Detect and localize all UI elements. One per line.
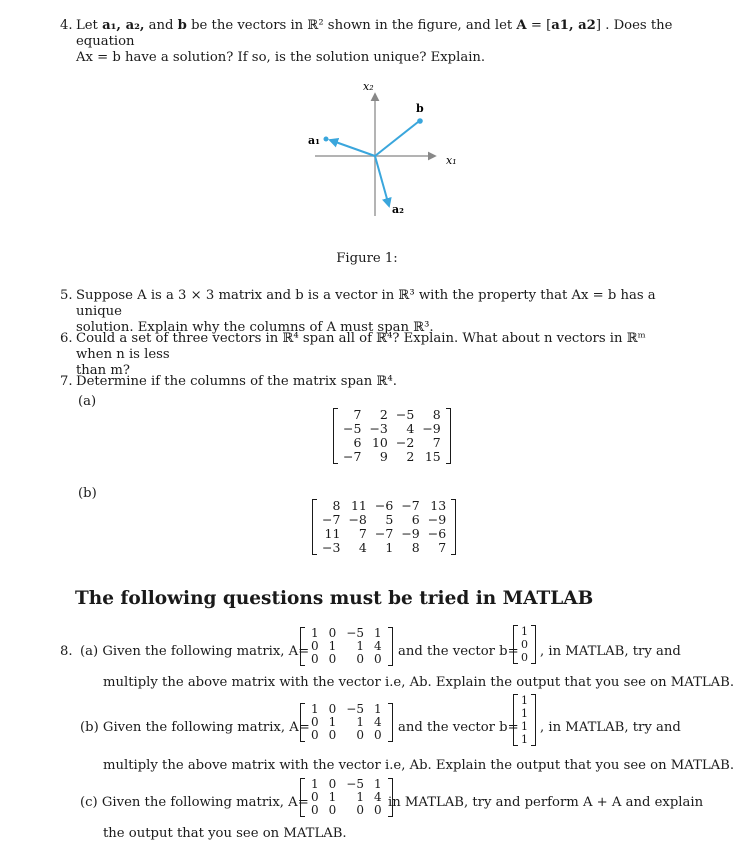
a1-label: a₁	[308, 134, 320, 147]
matrix-row	[318, 499, 450, 513]
matrix-entry: 11	[324, 526, 341, 541]
matrix-entry: 0	[521, 651, 528, 664]
x1-label: x₁	[446, 154, 457, 167]
matrix-8b	[300, 703, 393, 742]
matrix-entry: 4	[373, 639, 382, 653]
matrix-entry: 1	[521, 694, 528, 707]
matrix-entry: 0	[373, 803, 382, 817]
matrix-entry: 7	[358, 526, 367, 541]
matrix-row	[519, 625, 530, 638]
matrix-row	[519, 638, 530, 651]
matrix-entry: 1	[311, 702, 319, 716]
matrix-entry: −8	[348, 512, 367, 527]
matrix-entry: 0	[311, 639, 319, 653]
q8c-line-2: the output that you see on MATLAB.	[103, 826, 347, 841]
matrix-entry: 1	[385, 540, 394, 555]
matrix-entry: 4	[406, 421, 415, 436]
matrix-entry: 8	[411, 540, 420, 555]
matrix-8c	[300, 778, 393, 817]
q8b-prefix: (b) Given the following matrix, A=	[80, 720, 310, 735]
question-4-line-2: Ax = b have a solution? If so, is the solution unique? Explain.	[76, 50, 486, 65]
matlab-heading: The following questions must be tried in MATLAB	[75, 588, 594, 609]
matrix-entry: −5	[346, 702, 364, 716]
matrix-entry: −9	[401, 526, 420, 541]
matrix-entry: 1	[521, 707, 528, 720]
matrix-entry: 0	[328, 777, 337, 791]
figure-caption: Figure 1:	[336, 251, 398, 266]
matrix-row	[519, 720, 530, 733]
matrix-entry: 4	[373, 790, 382, 804]
matrix-entry: 1	[521, 720, 528, 733]
matrix-row	[306, 729, 387, 742]
matrix-entry: 1	[328, 715, 337, 729]
matrix-row	[306, 653, 387, 666]
matrix-entry: 1	[356, 790, 364, 804]
matrix-entry: 2	[379, 407, 388, 422]
matrix-entry: 0	[356, 728, 364, 742]
matrix-entry: 0	[311, 715, 319, 729]
matrix-entry: −7	[322, 512, 341, 527]
matrix-entry: 0	[373, 728, 382, 742]
matrix-entry: −9	[427, 512, 447, 527]
matrix-entry: 4	[358, 540, 367, 555]
a2-label: a₂	[392, 203, 404, 216]
matrix-row	[339, 450, 445, 464]
matrix-entry: 5	[385, 512, 394, 527]
matrix-row	[519, 694, 530, 707]
q8b-line-2: multiply the above matrix with the vector i.e, Ab. Explain the output that you see on MATLAB.	[103, 758, 734, 773]
matrix-entry: −9	[422, 421, 441, 436]
matrix-entry: 8	[432, 407, 441, 422]
matrix-entry: −5	[346, 777, 364, 791]
matrix-entry: 11	[350, 498, 367, 513]
matrix-entry: 8	[332, 498, 341, 513]
question-5: 5. Suppose A is a 3 × 3 matrix and b is a vector in ℝ³ with the property that Ax = b has a unique solution. Explain why the columns of A must span ℝ³.	[60, 288, 656, 335]
question-number: 4.	[60, 18, 73, 33]
matrix-entry: −7	[401, 498, 420, 513]
matrix-entry: 6	[353, 435, 362, 450]
matrix-entry: 7	[438, 540, 447, 555]
matrix-row	[519, 707, 530, 720]
matrix-entry: −3	[369, 421, 388, 436]
matrix-entry: 0	[328, 728, 337, 742]
matrix-entry: 0	[328, 803, 337, 817]
q8a-prefix: (a) Given the following matrix, A=	[80, 644, 310, 659]
vector-b	[375, 122, 418, 156]
matrix-row	[318, 513, 450, 527]
matrix-entry: 0	[356, 803, 364, 817]
matrix-entry: −6	[374, 498, 394, 513]
matrix-entry: −7	[374, 526, 394, 541]
x2-label: x₂	[363, 80, 374, 93]
matrix-row	[339, 436, 445, 450]
question-7: 7. Determine if the columns of the matrix span ℝ⁴.	[60, 374, 397, 389]
matrix-entry: 13	[430, 498, 447, 513]
matrix-entry: 0	[311, 790, 319, 804]
matrix-7a	[333, 408, 451, 464]
point-b	[417, 118, 423, 124]
matrix-row	[306, 804, 387, 817]
matrix-entry: 1	[373, 777, 382, 791]
matrix-entry: −5	[395, 407, 415, 422]
part-7a-label: (a)	[78, 394, 97, 409]
q8b-mid: and the vector b=	[398, 720, 519, 735]
matrix-entry: −5	[346, 626, 364, 640]
q8b-post: , in MATLAB, try and	[540, 720, 681, 735]
matrix-row	[519, 651, 530, 664]
matrix-entry: 0	[373, 652, 382, 666]
matrix-entry: 0	[356, 652, 364, 666]
matrix-entry: 0	[311, 728, 319, 742]
matrix-entry: 1	[356, 715, 364, 729]
q8a-mid: and the vector b=	[398, 644, 519, 659]
matrix-entry: 1	[521, 625, 528, 638]
matrix-entry: 6	[411, 512, 420, 527]
q8a-line-2: multiply the above matrix with the vector i.e, Ab. Explain the output that you see on MATLAB.	[103, 675, 734, 690]
matrix-entry: 10	[371, 435, 388, 450]
matrix-entry: −5	[343, 421, 362, 436]
matrix-row	[318, 541, 450, 555]
matrix-entry: 7	[353, 407, 362, 422]
matrix-row	[339, 422, 445, 436]
q8a-post: , in MATLAB, try and	[540, 644, 681, 659]
matrix-8a	[300, 627, 393, 666]
question-6: 6. Could a set of three vectors in ℝ⁴ span all of ℝ⁴? Explain. What about n vectors in ℝᵐ when n is less than m?	[60, 331, 646, 378]
matrix-entry: 1	[373, 626, 382, 640]
vector-a2	[375, 156, 389, 206]
vector-8a	[513, 625, 536, 664]
vector-8b	[513, 694, 536, 746]
matrix-entry: 0	[328, 652, 337, 666]
matrix-entry: 0	[328, 626, 337, 640]
q8c-prefix: (c) Given the following matrix, A=	[80, 795, 309, 810]
question-4: 4. Let a₁, a₂, and b be the vectors in ℝ² shown in the figure, and let A = [a1, a2] . Does the equation Ax = b have a solution? If so, is the solution unique? Explain.	[60, 18, 673, 65]
matrix-entry: 1	[373, 702, 382, 716]
matrix-entry: 7	[432, 435, 441, 450]
matrix-entry: 1	[328, 790, 337, 804]
matrix-entry: 1	[356, 639, 364, 653]
matrix-entry: −3	[322, 540, 341, 555]
matrix-entry: 4	[373, 715, 382, 729]
matrix-entry: 15	[424, 449, 441, 464]
b-label: b	[416, 102, 424, 115]
matrix-entry: 9	[379, 449, 388, 464]
point-a1	[324, 137, 329, 142]
matrix-entry: −6	[427, 526, 447, 541]
matrix-entry: 1	[311, 777, 319, 791]
matrix-entry: 0	[311, 652, 319, 666]
matrix-entry: −7	[343, 449, 362, 464]
matrix-row	[519, 733, 530, 746]
matrix-entry: 0	[521, 638, 528, 651]
matrix-entry: 0	[311, 803, 319, 817]
part-7b-label: (b)	[78, 486, 97, 501]
vector-a1	[330, 140, 375, 156]
matrix-entry: −2	[395, 435, 415, 450]
vector-figure	[300, 76, 470, 226]
matrix-row	[318, 527, 450, 541]
q8c-post: in MATLAB, try and perform A + A and explain	[388, 795, 704, 810]
matrix-entry: 1	[328, 639, 337, 653]
matrix-entry: 0	[328, 702, 337, 716]
matrix-entry: 1	[311, 626, 319, 640]
matrix-entry: 2	[406, 449, 415, 464]
matrix-7b	[312, 499, 456, 555]
matrix-entry: 1	[521, 733, 528, 746]
question-8-number: 8.	[60, 644, 73, 659]
matrix-row	[339, 408, 445, 422]
